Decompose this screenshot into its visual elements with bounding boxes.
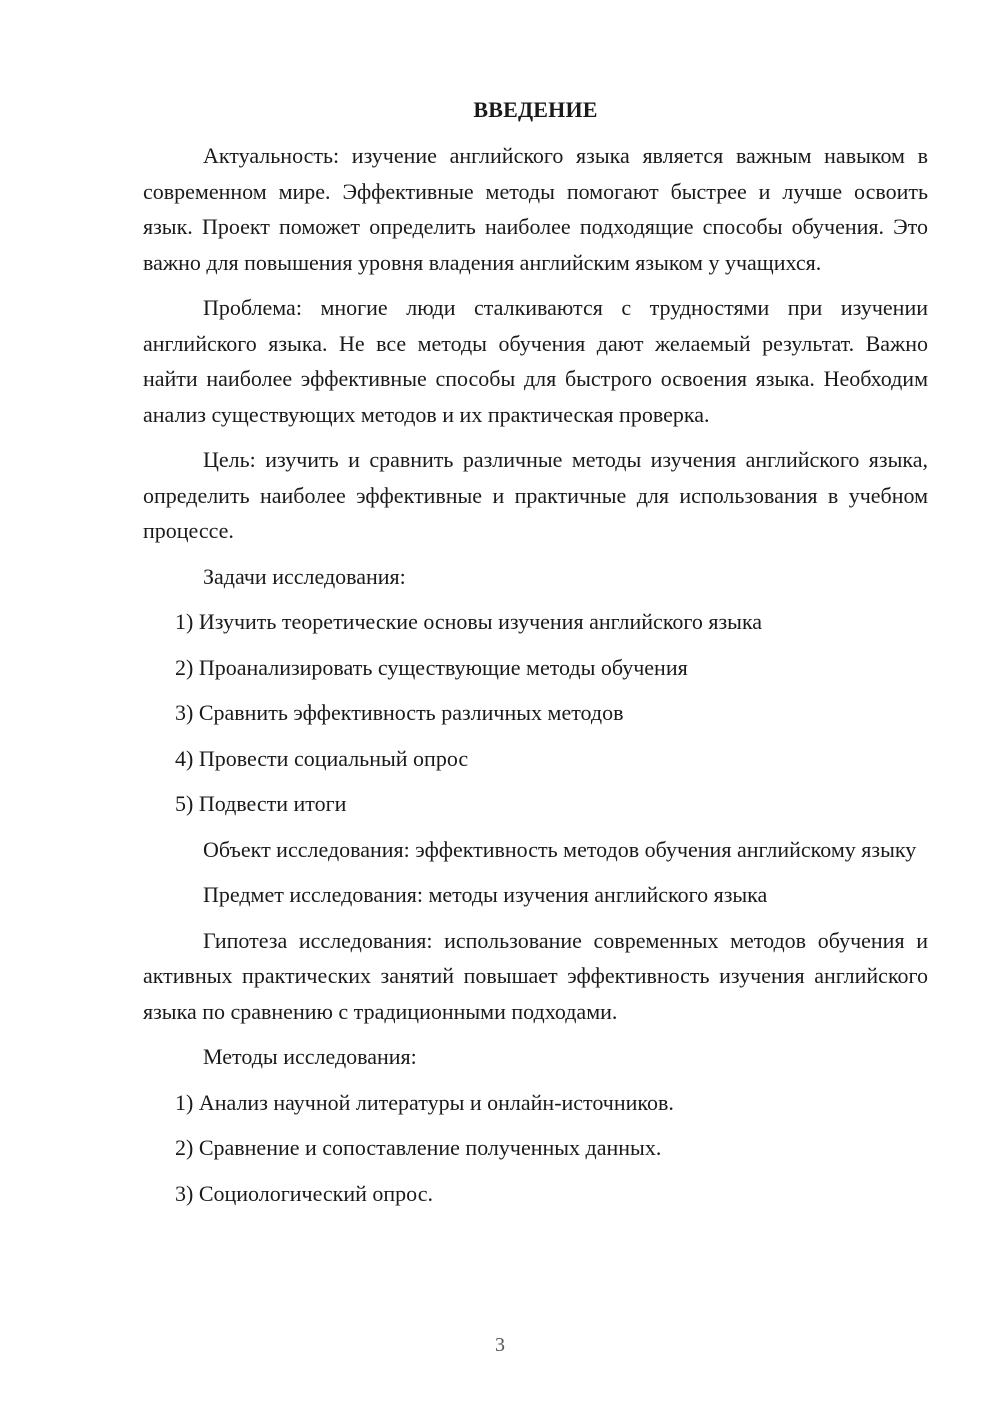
page-content [143, 96, 928, 1221]
method-item: 2) Сравнение и сопоставление полученных данных. [175, 1135, 662, 1160]
task-item: 3) Сравнить эффективность различных методов [175, 700, 624, 725]
hypothesis-paragraph: Гипотеза исследования: использование современных методов обучения и активных практических занятий повышает эффективность изучения английского языка по сравнению с традиционными подходами. [143, 927, 928, 1024]
page-number: 3 [495, 1334, 505, 1356]
tasks-heading: Задачи исследования: [203, 563, 406, 589]
object-paragraph: Объект исследования: эффективность методов обучения английскому языку [203, 836, 917, 862]
relevance-paragraph: Актуальность: изучение английского языка является важным навыком в современном мире. Эффективные методы помогают быстрее и лучше освоить язык. Проект поможет определить наиболее подходящие способы обучения. Это важно для повышения уровня владения английским языком у учащихся. [143, 143, 928, 275]
section-title: ВВЕДЕНИЕ [473, 97, 598, 122]
problem-paragraph: Проблема: многие люди сталкиваются с трудностями при изучении английского языка. Не все методы обучения дают желаемый результат. Важно найти наиболее эффективные способы для быстрого освоения языка. Необходим анализ существующих методов и их практическая проверка. [143, 295, 928, 427]
task-item: 1) Изучить теоретические основы изучения английского языка [175, 609, 763, 634]
subject-paragraph: Предмет исследования: методы изучения английского языка [203, 882, 768, 907]
method-item: 1) Анализ научной литературы и онлайн-источников. [175, 1089, 674, 1115]
methods-heading: Методы исследования: [203, 1044, 417, 1069]
methods-list [143, 1085, 928, 1212]
task-item: 4) Провести социальный опрос [175, 745, 469, 771]
tasks-list [143, 604, 928, 822]
method-item: 3) Социологический опрос. [175, 1180, 433, 1206]
task-item: 2) Проанализировать существующие методы обучения [175, 654, 688, 680]
goal-paragraph: Цель: изучить и сравнить различные методы изучения английского языка, определить наиболее эффективные и практичные для использования в учебном процессе. [143, 447, 928, 543]
task-item: 5) Подвести итоги [175, 791, 347, 816]
